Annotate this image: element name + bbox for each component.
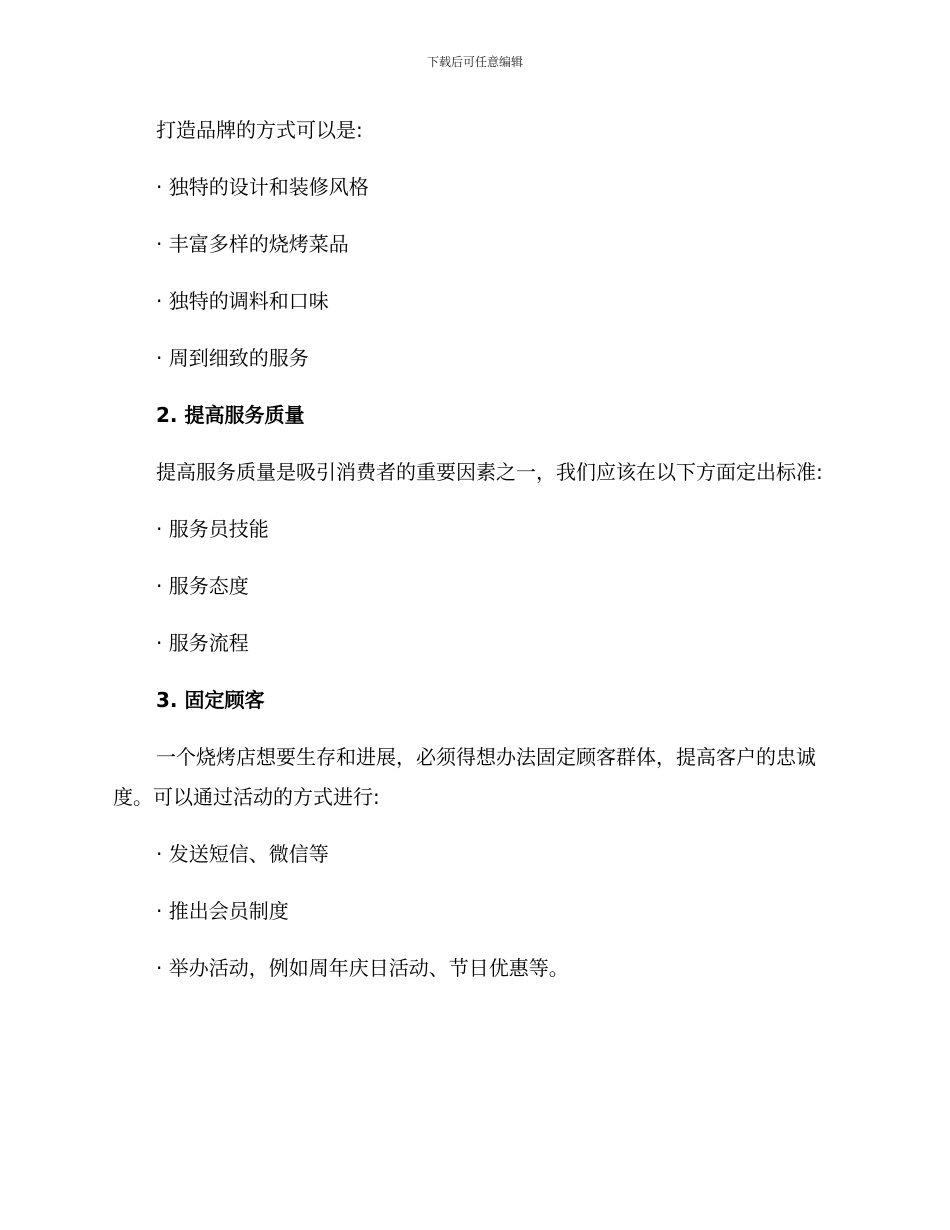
list-item: · 周到细致的服务 <box>156 346 309 370</box>
document-body <box>113 110 833 1005</box>
list-item: · 服务态度 <box>156 574 249 598</box>
list-item: · 发送短信、微信等 <box>156 842 329 866</box>
list-item: · 独特的调料和口味 <box>156 289 329 313</box>
list-item: · 推出会员制度 <box>156 899 289 923</box>
list-item: · 服务流程 <box>156 631 249 655</box>
list-item: · 服务员技能 <box>156 517 269 541</box>
list-item: · 丰富多样的烧烤菜品 <box>156 232 349 256</box>
section1-intro: 打造品牌的方式可以是: <box>156 118 363 142</box>
list-item: · 举办活动，例如周年庆日活动、节日优惠等。 <box>156 956 569 980</box>
page-header-note: 下载后可任意编辑 <box>426 55 523 69</box>
list-item: · 独特的设计和装修风格 <box>156 175 369 199</box>
section3-heading: 3. 固定顾客 <box>156 688 265 712</box>
section3-paragraph: 一个烧烤店想要生存和进展，必须得想办法固定顾客群体，提高客户的忠诚度。可以通过活动的方式进行: <box>113 745 816 809</box>
section2-heading: 2. 提高服务质量 <box>156 403 305 427</box>
section2-paragraph: 提高服务质量是吸引消费者的重要因素之一，我们应该在以下方面定出标准: <box>156 460 823 484</box>
